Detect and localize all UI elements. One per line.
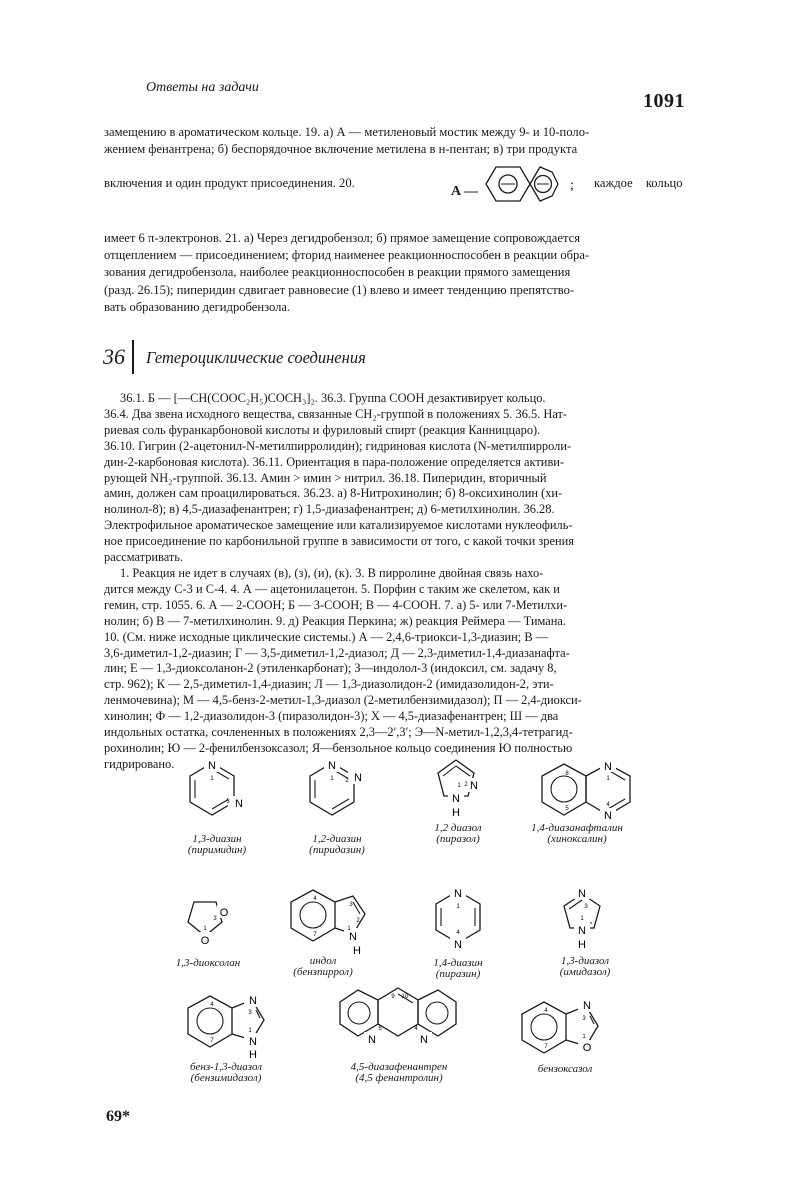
structure-alt-name: (пиразин) [435,968,481,980]
structure-alt-name: (пиридазин) [309,844,365,856]
atom-label: N [454,888,462,900]
svg-text:10: 10 [401,994,409,1000]
text-line: имеет 6 π-электронов. 21. а) Через дегидробензол; б) прямое замещение сопровождается [104,231,581,245]
section-divider [132,340,134,374]
imidazole-structure [554,884,614,954]
svg-text:3: 3 [248,1010,252,1016]
structure-name: бенз-1,3-диазол [190,1061,262,1073]
quinoxaline-structure [538,760,638,822]
svg-text:1: 1 [606,776,610,782]
svg-text:4: 4 [414,1026,418,1032]
text-line: гидрировано. [104,756,175,771]
svg-text:1: 1 [203,926,207,932]
answers-paragraph-1 [104,124,711,158]
text-line: индольных остатка, сочлененных в положениях 2,3—2′,3′; Э—N-метил-1,2,3,4-тетрагид- [104,725,573,740]
structure-caption [282,834,392,856]
semicolon: ; [570,178,574,193]
structure-name: индол [309,955,337,967]
text-line: гемин, стр. 1055. 6. А — 2-COOH; Б — 3-COOH; В — 4-COOH. 7. а) 5- или 7-Метилхи- [104,597,568,612]
running-title: Ответы на задачи [146,80,259,95]
section-paragraph-1 [104,391,711,566]
text-line: рассматривать. [104,550,184,565]
atom-label: H [578,939,586,951]
text-line: лин; Е — 1,3-диоксоланон-2 (этиленкарбонат); З—индолол-3 (индоксил, см. задачу 8, [104,661,557,676]
atom-label: O [219,907,229,919]
atom-label: N [249,995,257,1007]
atom-label: N [578,888,586,900]
text-line: 36.1. Б — [—CH(COOC₂H₅)COCH₃]₂. 36.3. Группа COOH дезактивирует кольцо. [120,391,546,405]
atom-label: N [420,1034,428,1046]
atom-label: H [452,807,460,819]
text-line: рохинолин; Ю — 2-фенилбензоксазол; Я—бензольное кольцо соединения Ю полностью [104,740,573,755]
svg-text:3: 3 [213,916,217,922]
structure-name: 1,2-диазин [312,833,362,845]
printer-signature: 69* [106,1108,130,1125]
structure-caption [510,1064,620,1075]
svg-text:4: 4 [456,930,460,936]
structure-name: 1,4-диазин [433,957,483,969]
text-line: 1. Реакция не идет в случаях (в), (з), (и), (к). 3. В пирролине двойная связь нахо- [120,566,544,580]
text-line: зования дегидробензола, наиболее реакционноспособен в реакции прямого замещения [104,265,571,280]
structure-alt-name: (бензимидазол) [190,1072,262,1084]
structure-caption [268,956,378,978]
svg-text:3: 3 [584,904,588,910]
structure-caption [512,823,642,845]
benzoxazole-structure [520,998,616,1062]
atom-label: N [249,1036,257,1048]
structure-caption [162,834,272,856]
atom-label: N [208,760,216,772]
atom-label: N [328,760,336,772]
structure-alt-name: (4,5 фенантролин) [355,1072,443,1084]
structure-alt-name: (имидазол) [559,966,611,978]
structure-caption [403,958,513,980]
text-line: хинолин; Ф — 1,2-диазолидон-3 (пиразолидон-3); Х — 4,5-диазафенантрен; Ш — два [104,709,559,724]
page-number: 1091 [643,90,685,112]
answers-paragraph-3 [104,230,711,316]
svg-text:3: 3 [226,799,230,805]
atom-label: N [368,1034,376,1046]
pyrazine-structure [428,886,488,956]
structure-caption [166,1062,286,1084]
structure-name: бензоксазол [537,1063,593,1075]
text-line: замещению в ароматическом кольце. 19. а) А — метиленовый мостик между 9- и 10-поло- [104,125,590,139]
text-line: стр. 962); К — 2,5-диметил-1,4-диазин; Л — 1,3-диазолидон-2 (имидазолидон-2, эти- [104,677,554,692]
svg-text:3: 3 [582,1016,586,1022]
structure-name: 1,3-диазол [560,955,610,967]
text-line: вать образованию дегидробензола. [104,299,291,314]
svg-text:7: 7 [544,1044,548,1050]
svg-text:1: 1 [582,1034,586,1040]
svg-text:1: 1 [347,926,351,932]
svg-text:1: 1 [210,776,214,782]
svg-text:9: 9 [391,994,395,1000]
pentalene-structure [482,162,562,206]
text-line: риевая соль фуранкарбоновой кислоты и фуриловый спирт (реакция Канниццаро). [104,422,541,437]
svg-text:8: 8 [565,771,569,777]
structure-name: 1,4-диазанафталин [531,822,623,834]
structure-caption [530,956,640,978]
section-title: Гетероциклические соединения [146,348,366,367]
text-line: ленмочевина); М — 4,5-бенз-2-метил-1,3-диазол (2-метилбензимидазол); П — 2,4-диокси- [104,693,582,708]
svg-text:2: 2 [345,778,349,784]
svg-text:7: 7 [313,932,317,938]
atom-label: N [454,939,462,951]
atom-label: N [354,772,362,784]
structure-alt-name: (хиноксалин) [547,833,607,845]
text-line: (разд. 26.15); пиперидин сдвигает равновесие (1) влево и имеет тенденцию препятство- [104,282,575,297]
structure-alt-name: (пиразол) [436,833,480,845]
atom-label: H [249,1049,257,1061]
atom-label: N [604,761,612,773]
structure-name: 1,3-диазин [192,833,242,845]
atom-label: N [604,810,612,822]
answer-20-tail: каждое кольцо [594,176,683,190]
atom-label: N [583,1000,591,1012]
text-line: дин-2-карбоновая кислота). 36.11. Ориентация в пара-положение определяется активи- [104,454,565,469]
structure-alt-name: (бензпиррол) [293,966,353,978]
svg-text:7: 7 [210,1038,214,1044]
structure-caption [334,1062,464,1084]
atom-label: N [452,793,460,805]
answer-20-lead: включения и один продукт присоединения. 20. [104,176,355,190]
section-number: 36 [103,344,125,369]
text-line: ное присоединение по карбонильной группе в зависимости от того, с какой точки зрения [104,534,574,549]
svg-text:4: 4 [544,1008,548,1014]
atom-label: N [235,798,243,810]
atom-label: N [349,931,357,943]
pyridazine-structure [302,758,372,828]
text-line: 36.4. Два звена исходного вещества, связанные CH₂-группой в положениях 5. 36.5. Нат- [104,406,568,421]
pyrimidine-structure [182,758,252,828]
svg-text:5: 5 [378,1026,382,1032]
text-line: отщеплением — присоединением; фторид наименее реакционноспособен в реакции обра- [104,248,590,263]
structure-name: 1,2 диазол [434,822,482,834]
formula-label: A — [451,184,478,199]
text-line: 3,6-диметил-1,2-диазин; Г — 3,5-диметил-1,2-диазол; Д — 2,3-диметил-1,4-диазанафта- [104,645,570,660]
section-paragraph-2 [104,566,711,773]
text-line: нолин; б) В — 7-метилхинолин. 9. д) Реакция Перкина; ж) реакция Реймера — Тимана. [104,613,566,628]
svg-text:3: 3 [349,902,353,908]
atom-label: O [200,935,210,947]
svg-text:4: 4 [606,802,610,808]
text-line: амин, должен сам проацилироваться. 36.23. а) 8-Нитрохинолин; б) 8-оксихинолин (хи- [104,486,563,501]
structure-name: 4,5-диазафенантрен [350,1061,448,1073]
structure-caption [158,958,258,969]
dioxolane-structure [180,892,240,952]
benzimidazole-structure [186,990,282,1062]
svg-text:1: 1 [330,776,334,782]
svg-text:2: 2 [464,782,468,788]
svg-text:1: 1 [457,783,461,789]
text-line: Электрофильное ароматическое замещение или катализируемое кислотами нуклеофиль- [104,518,573,533]
structure-alt-name: (пиримидин) [187,844,247,856]
phenanthroline-structure [338,982,458,1062]
svg-text:1: 1 [580,916,584,922]
indole-structure [287,884,383,958]
atom-label: N [470,780,478,792]
text-line: 36.10. Гигрин (2-ацетонил-N-метилпирролидин); гидриновая кислота (N-метилпирроли- [104,438,572,453]
atom-label: N [578,925,586,937]
text-line: жением фенантрена; б) беспорядочное включение метилена в н-пентан; в) три продукта [104,142,578,157]
text-line: дится между C-3 и C-4. 4. А — ацетонилацетон. 5. Порфин с таким же скелетом, как и [104,581,560,596]
structure-name: 1,3-диоксолан [175,957,241,969]
atom-label: H [353,945,361,957]
atom-label: O [582,1042,592,1054]
text-line: нолинол-8); в) 4,5-диазафенантрен; г) 1,5-диазафенантрен; д) 6-метилхинолин. 36.28. [104,502,555,517]
svg-text:4: 4 [210,1002,214,1008]
svg-text:2: 2 [356,918,360,924]
structure-caption [403,823,513,845]
svg-text:5: 5 [565,806,569,812]
text-line: рующей NH₂-группой. 36.13. Амин > имин > нитрил. 36.18. Пиперидин, вторичный [104,470,547,485]
svg-text:1: 1 [456,904,460,910]
text-line: 10. (См. ниже исходные циклические системы.) А — 2,4,6-триокси-1,3-диазин; В — [104,629,549,644]
svg-text:4: 4 [313,896,317,902]
svg-text:1: 1 [248,1028,252,1034]
